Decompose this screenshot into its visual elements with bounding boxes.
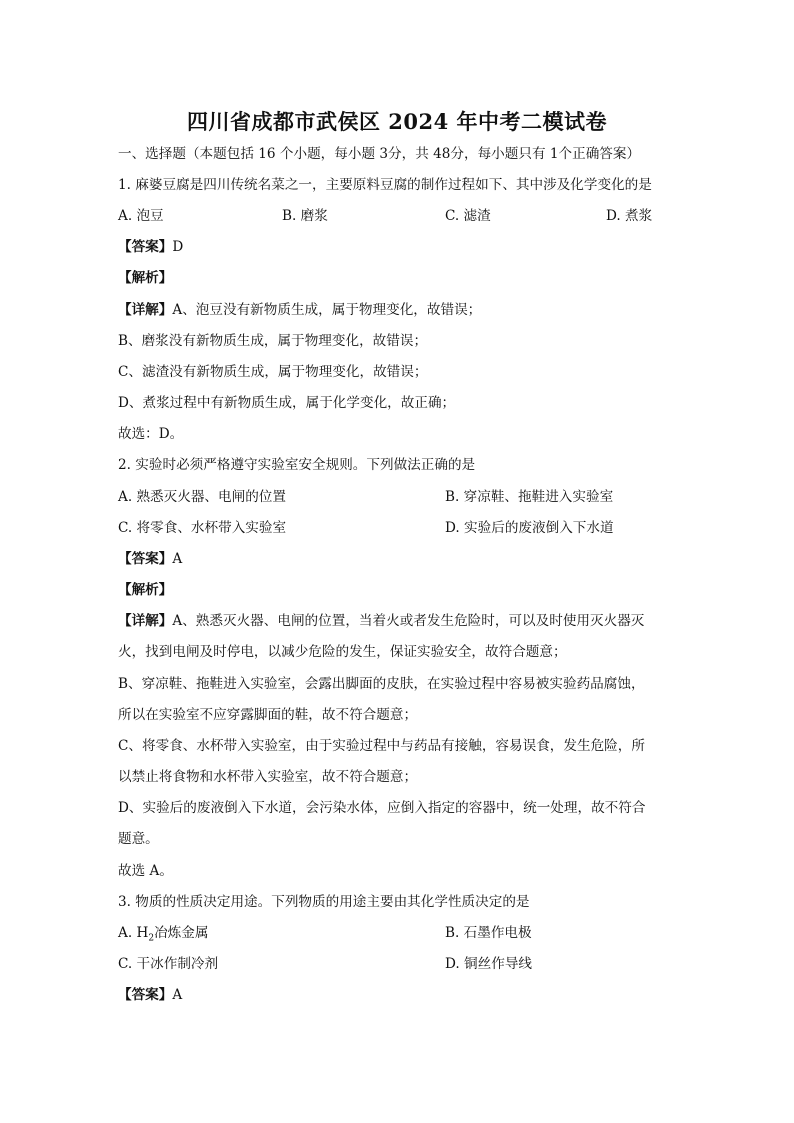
q2-conclusion: 故选 A。 (118, 863, 173, 879)
q2-option-a: A. 熟悉灭火器、电闸的位置 (118, 489, 286, 505)
section-heading: 一、选择题（本题包括 16 个小题，每小题 3分，共 48分，每小题只有 1个正确答案） (118, 146, 641, 162)
q1-detail-line: D、煮浆过程中有新物质生成，属于化学变化，故正确； (118, 395, 456, 411)
q1-detail-line: B、磨浆没有新物质生成，属于物理变化，故错误； (118, 333, 428, 349)
q3-answer (118, 986, 688, 1004)
q3-option-b: B. 石墨作电极 (445, 925, 532, 941)
q2-option-c: C. 将零食、水杯带入实验室 (118, 520, 287, 536)
question-1-stem: 1. 麻婆豆腐是四川传统名菜之一，主要原料豆腐的制作过程如下、其中涉及化学变化的是 (118, 177, 652, 193)
detail-label: 【详解】 (118, 302, 173, 318)
q1-answer (118, 238, 688, 256)
answer-label: 【答案】 (118, 239, 173, 255)
q2-detail-line: 所以在实验室不应穿露脚面的鞋，故不符合题意； (118, 707, 418, 723)
q3-option-a-suffix: 冶炼金属 (154, 925, 209, 941)
answer-value: A (172, 551, 183, 567)
q1-option-a: A. 泡豆 (118, 208, 164, 224)
question-3-stem: 3. 物质的性质决定用途。下列物质的用途主要由其化学性质决定的是 (118, 894, 530, 910)
q1-option-d: D. 煮浆 (606, 208, 653, 224)
answer-label: 【答案】 (118, 551, 173, 567)
q2-option-d: D. 实验后的废液倒入下水道 (445, 520, 614, 536)
q2-option-b: B. 穿凉鞋、拖鞋进入实验室 (445, 489, 614, 505)
q2-detail-line: 以禁止将食物和水杯带入实验室，故不符合题意； (118, 769, 418, 785)
q3-option-a-subscript: 2 (148, 933, 155, 944)
detail-text: A、熟悉灭火器、电闸的位置，当着火或者发生危险时，可以及时使用灭火器灭 (172, 613, 645, 629)
q1-detail-line: C、滤渣没有新物质生成，属于物理变化，故错误； (118, 364, 428, 380)
q2-detail-line: 火，找到电闸及时停电，以减少危险的发生，保证实验安全，故符合题意； (118, 644, 567, 660)
q3-option-a (118, 924, 208, 942)
q1-conclusion: 故选：D。 (118, 426, 184, 442)
q2-detail-line: C、将零食、水杯带入实验室，由于实验过程中与药品有接触，容易误食，发生危险，所 (118, 738, 645, 754)
q2-analysis-label: 【解析】 (118, 582, 173, 598)
q2-detail-line: B、穿凉鞋、拖鞋进入实验室，会露出脚面的皮肤，在实验过程中容易被实验药品腐蚀， (118, 676, 645, 692)
q1-analysis-label: 【解析】 (118, 270, 173, 286)
q1-option-c: C. 滤渣 (445, 208, 491, 224)
q1-detail-line (118, 301, 688, 319)
question-2-stem: 2. 实验时必须严格遵守实验室安全规则。下列做法正确的是 (118, 457, 476, 473)
q3-option-d: D. 铜丝作导线 (445, 956, 533, 972)
detail-label: 【详解】 (118, 613, 173, 629)
answer-label: 【答案】 (118, 987, 173, 1003)
q2-answer (118, 550, 688, 568)
page-title: 四川省成都市武侯区 2024 年中考二模试卷 (186, 109, 608, 134)
q2-detail-line: D、实验后的废液倒入下水道，会污染水体，应倒入指定的容器中，统一处理，故不符合 (118, 800, 646, 816)
answer-value: A (172, 987, 183, 1003)
answer-value: D (172, 239, 184, 255)
q2-detail-line (118, 612, 688, 630)
q1-option-b: B. 磨浆 (282, 208, 328, 224)
detail-text: A、泡豆没有新物质生成，属于物理变化，故错误； (172, 302, 482, 318)
q2-detail-line: 题意。 (118, 831, 159, 847)
q3-option-c: C. 干冰作制冷剂 (118, 956, 219, 972)
q3-option-a-prefix: A. H (118, 925, 149, 941)
